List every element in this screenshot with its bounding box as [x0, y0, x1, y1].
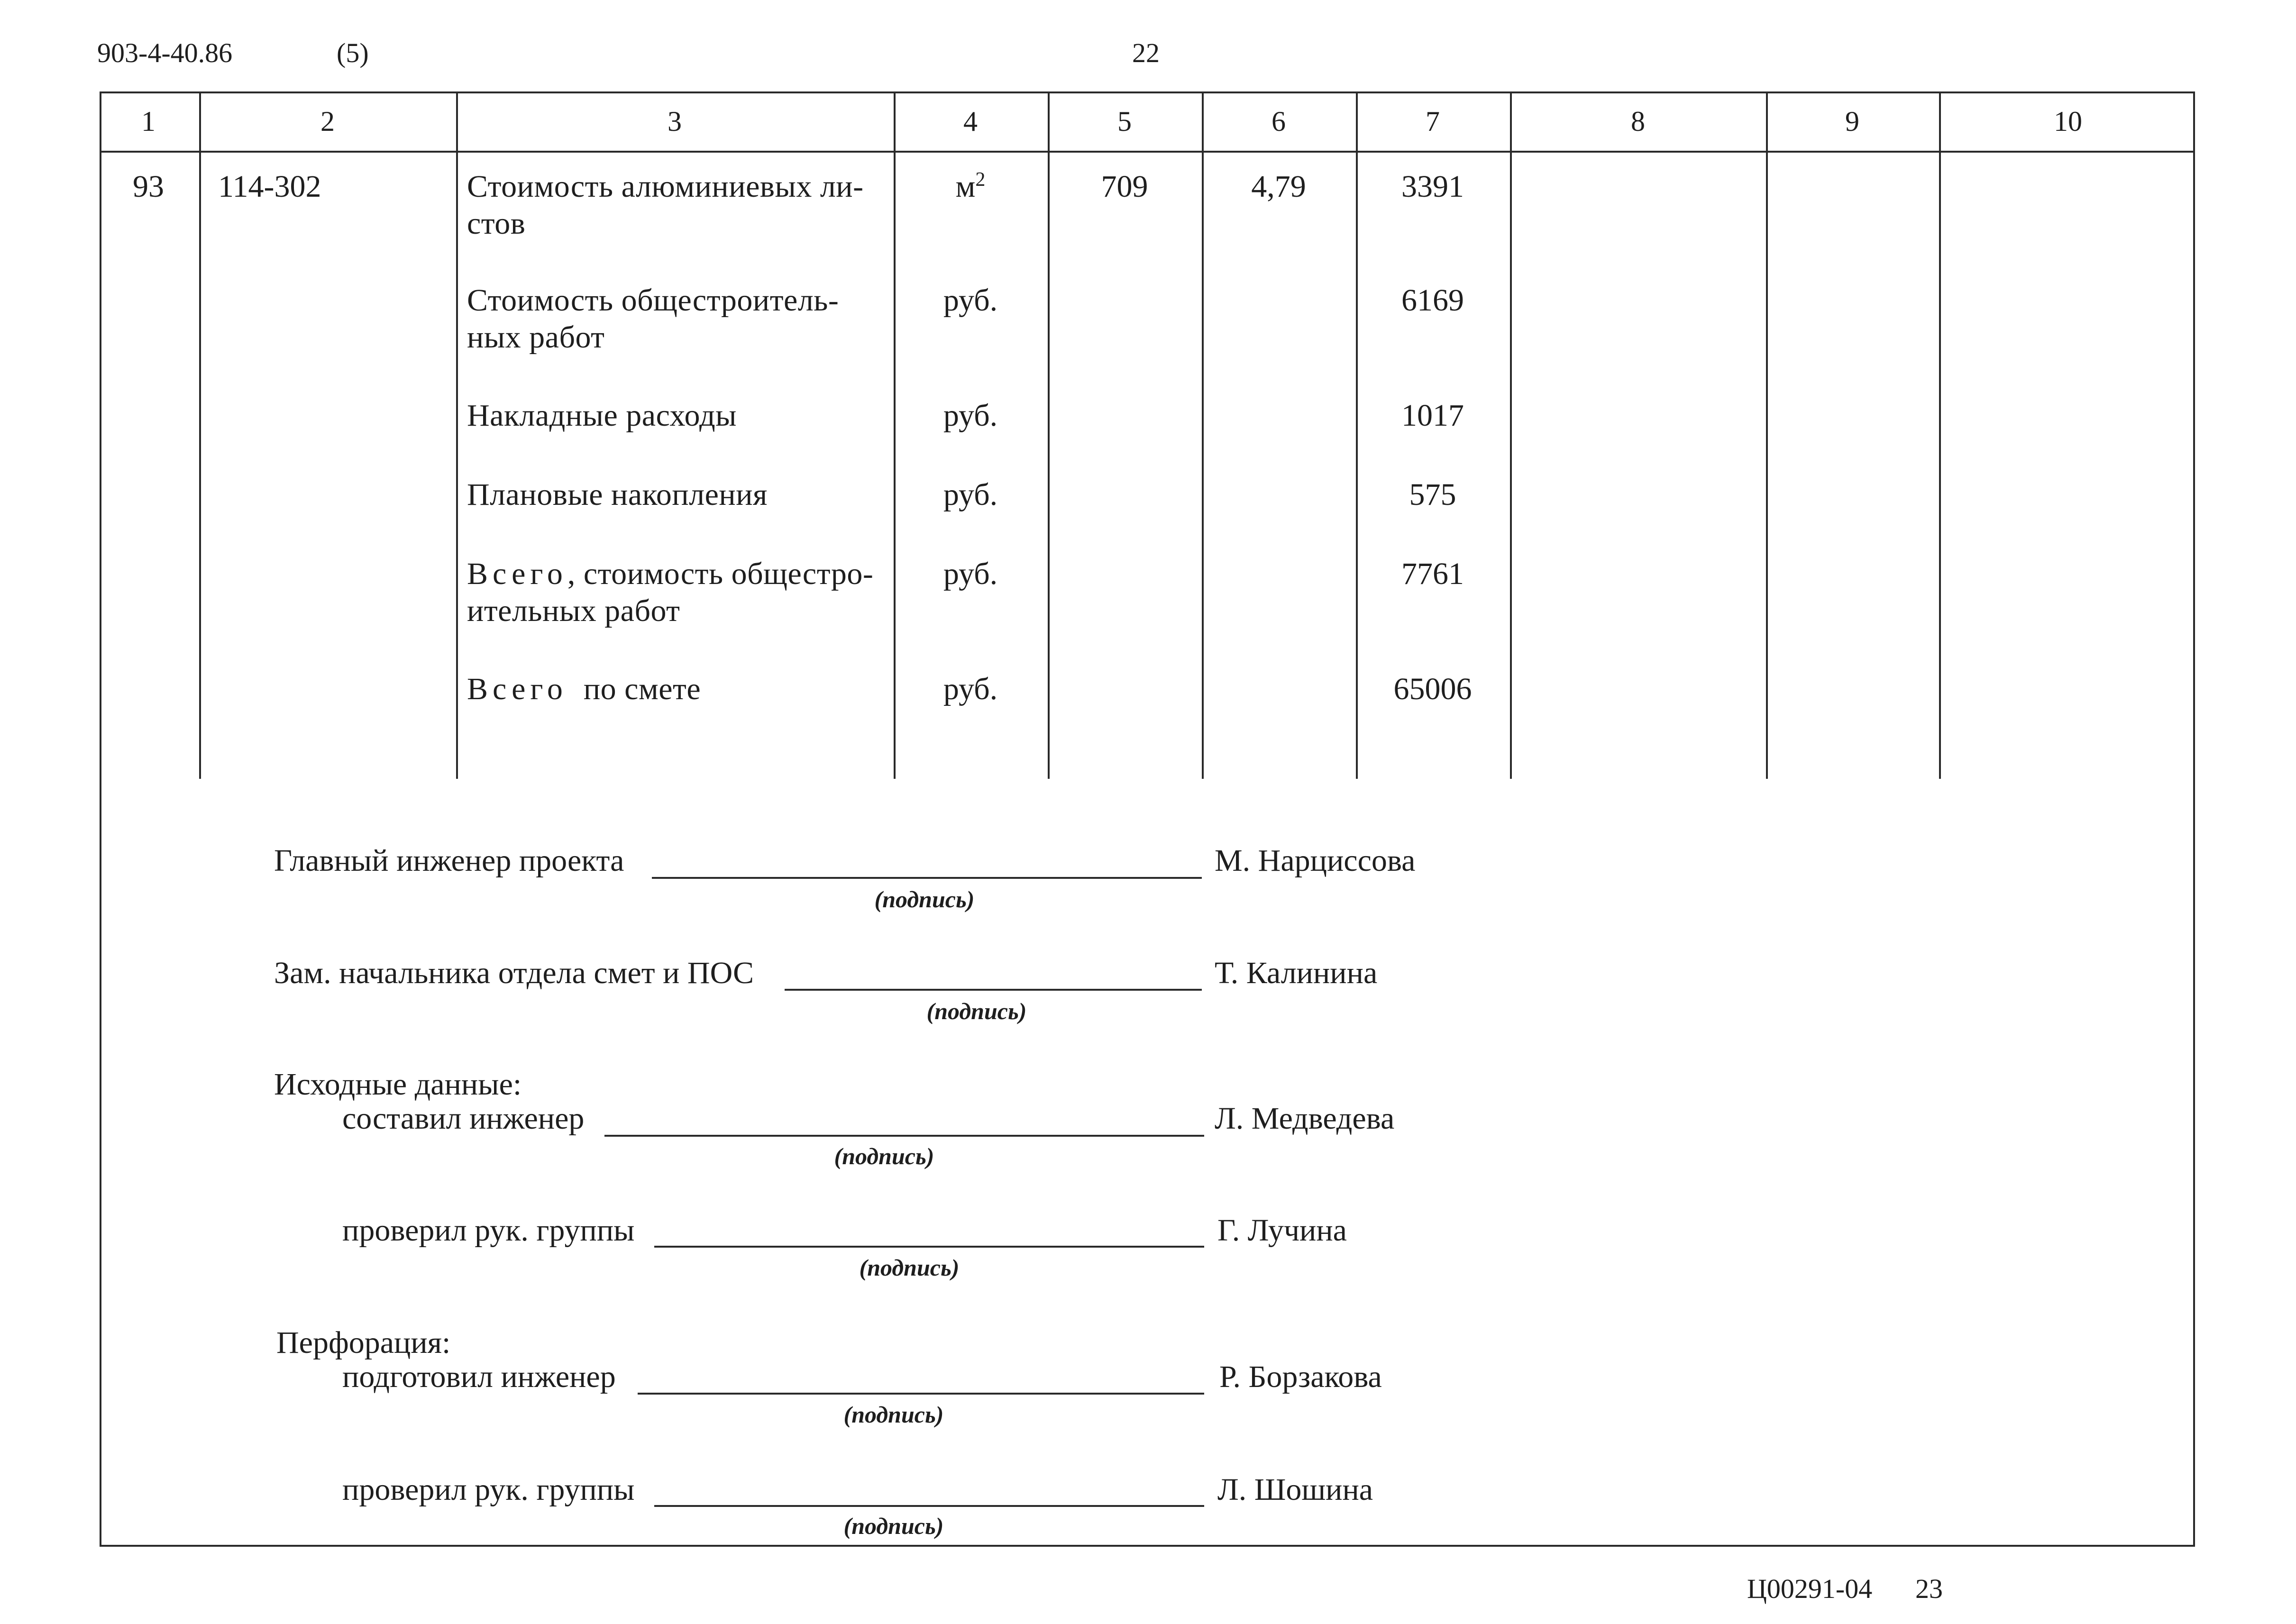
- page-number-top: 22: [1132, 37, 1160, 68]
- signature-line: [638, 1393, 1204, 1395]
- page-number-bottom: 23: [1915, 1573, 1943, 1604]
- signature-name: Р. Борзакова: [1219, 1359, 1382, 1394]
- price-code: 114-302: [218, 169, 321, 204]
- column-number-6: 6: [1271, 106, 1286, 137]
- item-description: [467, 397, 737, 434]
- item-description-line: [467, 671, 701, 708]
- signature-caption: (подпись): [859, 1254, 960, 1281]
- signature-name: Т. Калинина: [1215, 956, 1378, 990]
- item-total: 6169: [1401, 283, 1464, 318]
- signature-caption: (подпись): [874, 886, 975, 912]
- item-description-line: ных работ: [467, 320, 605, 355]
- signature-caption: (подпись): [843, 1513, 944, 1539]
- column-number-5: 5: [1117, 106, 1132, 137]
- column-number-9: 9: [1845, 106, 1859, 137]
- item-description: [467, 168, 864, 242]
- item-unit-price: 4,79: [1251, 169, 1306, 204]
- item-description: [467, 671, 701, 708]
- item-total: 65006: [1393, 672, 1472, 706]
- column-number-8: 8: [1631, 106, 1645, 137]
- column-number-3: 3: [668, 106, 682, 137]
- column-divider-8: [1766, 91, 1768, 779]
- item-description-line: [467, 556, 873, 593]
- signature-role: проверил рук. группы: [342, 1472, 635, 1507]
- item-quantity: 709: [1101, 169, 1148, 204]
- column-divider-9: [1939, 91, 1941, 779]
- unit-text: м: [955, 169, 976, 204]
- signature-role: составил инженер: [342, 1101, 585, 1136]
- unit-superscript: 2: [975, 169, 986, 191]
- item-description-rest: , стоимость общестро-: [567, 557, 874, 591]
- item-total: 7761: [1401, 557, 1464, 591]
- signature-line: [654, 1505, 1204, 1507]
- signature-line: [604, 1135, 1204, 1137]
- item-description-line: ительных работ: [467, 593, 680, 628]
- item-unit: руб.: [943, 557, 998, 591]
- item-description: [467, 282, 839, 356]
- signature-line: [785, 989, 1202, 991]
- column-divider-1: [199, 91, 201, 779]
- column-divider-2: [456, 91, 458, 779]
- item-description-line: Плановые накопления: [467, 477, 768, 512]
- item-unit: руб.: [943, 672, 998, 706]
- signature-caption: (подпись): [926, 998, 1027, 1024]
- column-divider-4: [1048, 91, 1050, 779]
- item-unit: [956, 168, 986, 205]
- item-description: [467, 556, 873, 630]
- sheet-reference: (5): [337, 37, 369, 68]
- signature-role: Главный инженер проекта: [274, 843, 624, 878]
- item-total: 3391: [1401, 169, 1464, 204]
- item-unit: руб.: [943, 283, 998, 318]
- column-number-2: 2: [320, 106, 335, 137]
- item-description: [467, 476, 768, 513]
- header-row-divider: [100, 151, 2195, 153]
- signature-caption: (подпись): [843, 1401, 944, 1428]
- signature-name: Л. Медведева: [1215, 1101, 1395, 1136]
- column-number-4: 4: [963, 106, 978, 137]
- column-number-7: 7: [1426, 106, 1440, 137]
- column-divider-5: [1202, 91, 1204, 779]
- item-unit: руб.: [943, 477, 998, 512]
- column-divider-6: [1356, 91, 1358, 779]
- column-divider-3: [894, 91, 896, 779]
- signature-role: подготовил инженер: [342, 1359, 616, 1394]
- spaced-word: Всего: [467, 672, 567, 706]
- signature-line: [652, 877, 1202, 879]
- item-description-line: стов: [467, 206, 526, 241]
- item-description-line: Накладные расходы: [467, 398, 737, 433]
- signature-name: Г. Лучина: [1217, 1213, 1347, 1248]
- item-description-line: Стоимость общестроитель-: [467, 283, 839, 318]
- item-total: 1017: [1401, 398, 1464, 433]
- column-divider-7: [1510, 91, 1512, 779]
- item-total: 575: [1409, 477, 1456, 512]
- column-number-10: 10: [2054, 106, 2082, 137]
- position-number: 93: [133, 169, 164, 204]
- group-heading-initial-data: Исходные данные:: [274, 1067, 522, 1102]
- group-heading-perforation: Перфорация:: [276, 1325, 451, 1360]
- item-description-line: Стоимость алюминиевых ли-: [467, 169, 864, 204]
- document-code: 903-4-40.86: [97, 37, 233, 68]
- signature-caption: (подпись): [834, 1143, 934, 1169]
- signature-role: проверил рук. группы: [342, 1213, 635, 1248]
- signature-name: Л. Шошина: [1217, 1472, 1373, 1507]
- item-unit: руб.: [943, 398, 998, 433]
- item-description-rest: по смете: [567, 672, 701, 706]
- spaced-word: Всего: [467, 557, 567, 591]
- signature-role: Зам. начальника отдела смет и ПОС: [274, 956, 754, 990]
- column-number-1: 1: [141, 106, 156, 137]
- signature-line: [654, 1246, 1204, 1248]
- signature-name: М. Нарциссова: [1215, 843, 1416, 878]
- footer-document-code: Ц00291-04: [1747, 1573, 1873, 1604]
